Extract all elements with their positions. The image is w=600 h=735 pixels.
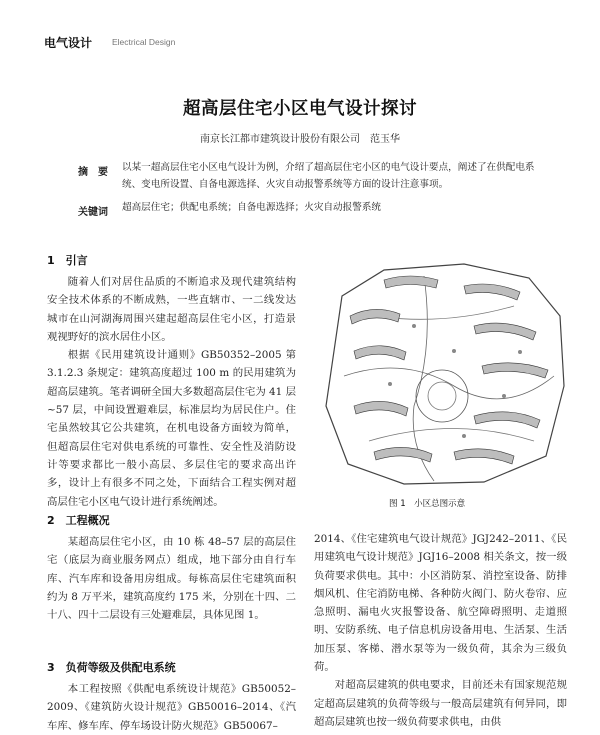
site-plan-figure — [314, 256, 570, 488]
paragraph: 根据《民用建筑设计通则》GB50352–2005 第3.1.2.3 条规定：建筑高度超过 100 m 的民用建筑为超高层建筑。笔者调研全国大多数超高层住宅为 41 层 ~57 层，中间设置避难层，标准层均为居民住户。住宅虽然较其它公共建筑，在机电设备方面较为简单，但超高层住宅对供电系统的可靠性、安全性及消防设计等要求都比一般小高层、多层住宅的要求高出许多，设计上有很多不同之处，下面结合工程实例对超高层住宅小区电气设计进行系统阐述。 — [47, 349, 296, 508]
section-label: 电气设计 — [44, 36, 93, 50]
keywords-label: 关键词 — [78, 207, 108, 218]
intro-body — [47, 273, 296, 511]
keywords-text: 超高层住宅；供配电系统；自备电源选择；火灾自动报警系统 — [122, 202, 382, 213]
paragraph: 对超高层建筑的供电要求，目前还未有国家规范规定超高层建筑的负荷等级与一般高层建筑有何异同，即超高层建筑也按一级负荷要求供电，由供 — [314, 679, 567, 728]
figure-caption: 图 1 小区总图示意 — [389, 499, 466, 509]
paragraph: 某超高层住宅小区，由 10 栋 48–57 层的高层住宅（底层为商业服务网点）组成，地下部分由自行车库、汽车库和设备用房组成。每栋高层住宅建筑面积约为 8 万平米，建筑高度约 175 米，分别在十四、二十八、四十二层设有三处避难层，具体见图 1。 — [47, 536, 296, 622]
abstract-text: 以某一超高层住宅小区电气设计为例，介绍了超高层住宅小区的电气设计要点，阐述了在供配电系统、变电所设置、自备电源选择、火灾自动报警系统等方面的设计注意事项。 — [122, 162, 535, 190]
author-byline: 南京长江都市建筑设计股份有限公司 范玉华 — [200, 134, 400, 145]
abstract-label: 摘 要 — [78, 167, 108, 178]
paragraph: 随着人们对居住品质的不断追求及现代建筑结构安全技术体系的不断成熟，一些直辖市、一二线发达城市在山河湖海周围兴建起超高层住宅小区，打造景观视野好的滨水居住小区。 — [47, 276, 296, 343]
section-heading-load: 3 负荷等级及供配电系统 — [47, 661, 176, 674]
article-title: 超高层住宅小区电气设计探讨 — [183, 99, 417, 119]
section-heading-overview: 2 工程概况 — [47, 514, 110, 527]
load-body-continued — [314, 530, 567, 731]
paragraph: 2014、《住宅建筑电气设计规范》JGJ242–2011、《民用建筑电气设计规范》JGJ16–2008 相关条文，按一级负荷要求供电。其中：小区消防泵、消控室设备、防排烟风机、住宅消防电梯、各种防火阀门、防火卷帘、应急照明、漏电火灾报警设备、航空障碍照明、走道照明、安防系统、电子信息机房设备用电、生活泵、生活加压泵、客梯、潜水泵等为一级负荷，其余为三级负荷。 — [314, 533, 567, 674]
overview-body — [47, 533, 296, 624]
load-body — [47, 680, 296, 735]
section-heading-intro: 1 引言 — [47, 254, 88, 267]
section-label-en: Electrical Design — [112, 37, 176, 47]
paragraph: 本工程按照《供配电系统设计规范》GB50052–2009、《建筑防火设计规范》GB50016–2014、《汽车库、修车库、停车场设计防火规范》GB50067– — [47, 683, 296, 732]
